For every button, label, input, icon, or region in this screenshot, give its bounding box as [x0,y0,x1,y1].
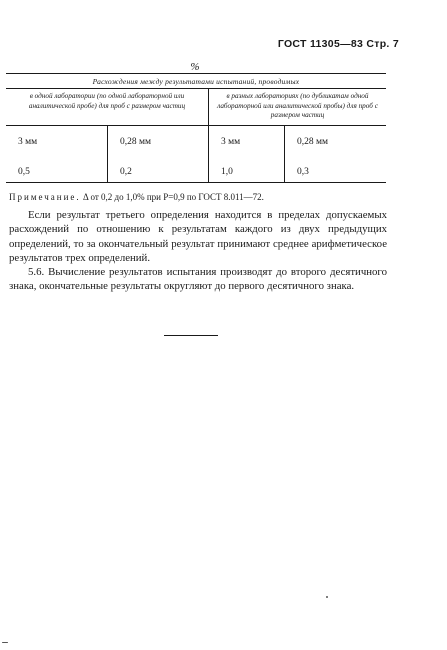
table-main-header: Расхождения между результатами испытаний, проводимых [6,74,386,89]
table-row [6,157,386,183]
paragraph: 5.6. Вычисление результатов испытания производят до второго десятичного знака, окончательные результаты округляют до первого десятичного знака. [9,266,387,293]
body-text [9,208,387,294]
table-cell: 0,28 мм [297,136,329,147]
paragraph: Если результат третьего определения находится в пределах допускаемых расхождений по отношению к результатам каждого из двух предыдущих определений, то за окончательный результат принимают среднее арифметическое результатов трех определений. [9,209,387,264]
table-subheader-row [6,89,386,126]
table-cell: 0,28 мм [108,126,209,157]
subheader-different-labs: в разных лабораториях (по дубликатам одной лабораторной или аналитической пробы) для проб с размером частиц [217,92,378,119]
page-header: ГОСТ 11305—83 Стр. 7 [277,38,399,50]
note-text: Δ от 0,2 до 1,0% при P=0,9 по ГОСТ 8.011—72. [82,192,264,202]
tolerance-table [6,73,386,183]
table-cell: 0,2 [108,157,209,183]
scan-speck [2,642,8,643]
scan-speck [326,596,328,598]
table-note [9,192,389,202]
section-divider [164,335,218,336]
table-cell: 1,0 [209,157,285,183]
table-cell: 3 мм [209,126,285,157]
subheader-same-lab: в одной лаборатории (по одной лабораторной или аналитической пробе) для проб с размером частиц [6,89,209,125]
note-label: Примечание. [9,192,81,202]
table-cell: 0,3 [285,157,386,183]
table-cell: 3 мм [6,126,108,157]
table-row [6,126,386,157]
table-cell: 0,5 [6,157,108,183]
unit-label: % [190,61,200,73]
